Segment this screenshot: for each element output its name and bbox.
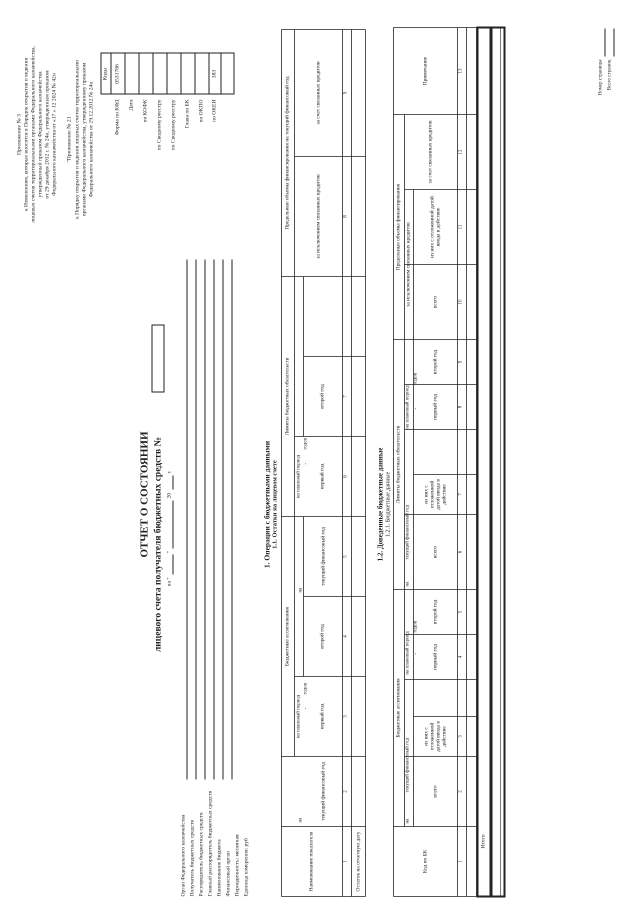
lbo-plan-period: на плановый период — [296, 454, 302, 499]
section11-subtitle: 1.1. Остатки на лицевом счете — [271, 460, 279, 549]
report-subtitle: лицевого счета получателя бюджетных средств № — [153, 436, 164, 653]
appendix21-line: Федерального казначейства от 29.12.2012 № 24н — [88, 81, 95, 198]
date-label: Дата — [128, 99, 135, 111]
t12-lbo-godov: годов — [413, 372, 419, 385]
t12-num-13: 13 — [458, 68, 464, 74]
appendix3-title: Приложение № 3 — [16, 114, 23, 155]
t12-ba-godov: годов — [413, 620, 419, 633]
t12-group-lbo: Лимиты бюджетных обязательств — [395, 425, 402, 504]
t12-lbo-dash: - — [413, 407, 419, 410]
label-glavny: Главный распорядитель бюджетных средств — [207, 790, 214, 897]
label-fk-organ: Орган Федерального казначейства — [180, 814, 187, 897]
t12-lbo-na: на — [405, 581, 411, 587]
col-kbk-header: Код по БК — [422, 849, 429, 874]
okpo-label: по ОКПО — [198, 99, 205, 123]
date-na: на " — [166, 577, 173, 587]
section121-subtitle: 1.2.1. Бюджетные данные — [385, 471, 392, 538]
t12-ba-na: на — [405, 818, 411, 824]
t12-lbo-second-year: второй год — [432, 349, 439, 375]
t12-lbo-plan-period: на плановый период — [405, 385, 411, 429]
total-label: Итого — [480, 834, 487, 849]
label-fin-organ: Финансовый орган — [225, 851, 232, 897]
group-lbo-header: Лимиты бюджетных обязательств — [284, 357, 291, 436]
t12-group-ba: Бюджетные ассигнования — [395, 678, 402, 738]
rotated-document-page — [1, 0, 640, 905]
t12-pof-excl: за исключением связанных кредитов — [405, 222, 412, 307]
lbo-tek-god: текущий финансовый год — [320, 527, 327, 586]
report-title: ОТЧЕТ О СОСТОЯНИИ — [138, 431, 151, 558]
t11-num-6: 6 — [343, 475, 349, 478]
ba-second-year: второй год — [319, 624, 326, 649]
total-row-values[interactable] — [479, 29, 490, 827]
t12-pof-iz-nih: из них с отложенной датой ввода в действие — [429, 196, 442, 258]
t11-num-8: 8 — [343, 215, 349, 218]
label-unit: Единица измерения: руб — [243, 838, 250, 897]
group-ba-header: Бюджетные ассигнования — [284, 606, 291, 667]
t12-lbo-vsego: всего — [432, 545, 439, 559]
t12-num-5: 5 — [458, 610, 464, 614]
form-label: Форма по КФД — [114, 99, 121, 136]
appendix3-line: Федерального казначейства от «17 » 12 2024 № 42н — [51, 73, 58, 196]
t12-ba-vsego: всего — [432, 785, 439, 798]
label-rasporyaditel: Распорядитель бюджетных средств — [198, 812, 205, 897]
t12-num-8: 8 — [458, 405, 464, 409]
t12-ba-second-year: второй год — [432, 599, 439, 625]
t12-pof-by-credits: за счет связанных кредитов — [427, 120, 434, 184]
pof-by-credits: за счет связанных кредитов — [315, 61, 322, 125]
date-g: г. — [166, 470, 173, 474]
ba-godov: годов — [303, 682, 309, 695]
page-number-field[interactable] — [599, 29, 606, 57]
t12-ba-iz-nih: из них с отложенной датой ввода в действие — [423, 721, 448, 752]
t12-num-2: 2 — [458, 790, 464, 793]
t12-num-11: 11 — [458, 224, 464, 230]
t12-data-row[interactable] — [468, 29, 476, 896]
t12-num-9: 9 — [458, 360, 464, 364]
t12-num-7: 7 — [458, 493, 464, 496]
reestr2-label: по Сводному реестру — [170, 99, 177, 151]
t12-lbo-first-year: первый год — [432, 394, 439, 420]
label-poluchatel: Получатель бюджетных средств — [189, 819, 196, 897]
lbo-first-year: первый год — [319, 463, 326, 490]
ba-first-year: первый год — [319, 703, 326, 730]
label-budget-name: Наименование бюджета — [216, 839, 223, 897]
form-code: 0531786 — [114, 64, 121, 84]
pages-total-label: Всего страниц — [607, 59, 613, 91]
section1-title: 1. Операции с бюджетными данными — [262, 440, 272, 569]
t12-num-1: 1 — [458, 860, 464, 863]
t11-num-2: 2 — [343, 790, 349, 793]
t11-num-5: 5 — [343, 555, 349, 558]
kofk-label: по КОФК — [142, 99, 149, 123]
t12-lbo-tek-god: текущий финансовый год — [405, 505, 411, 560]
t11-num-4: 4 — [343, 635, 349, 638]
ba-tek-god: текущий финансовый год — [320, 762, 327, 821]
t12-lbo-iz-nih: из них с отложенной датой ввода в действие — [423, 479, 448, 510]
page-number-label: Номер страницы — [598, 59, 604, 96]
ba-plan-period: на плановый период — [296, 694, 302, 739]
lbo-second-year: второй год — [319, 384, 326, 409]
appendix21-line: органами Федерального казначейства, утвержденному приказом — [81, 62, 88, 217]
appendix21-line: к Порядку открытия и ведения лицевых счетов территориальными — [74, 60, 81, 219]
t12-num-4: 4 — [458, 655, 464, 659]
t12-num-12: 12 — [458, 149, 464, 155]
ba-na: на — [298, 817, 304, 823]
row-ostatok-label: Остаток на отчетную дату — [355, 831, 362, 892]
t12-num-3: 3 — [458, 735, 464, 738]
pof-excl-credits: за исключением связанных кредитов — [315, 174, 322, 259]
reestr1-label: по Сводному реестру — [156, 99, 163, 151]
ba-dash: - — [303, 707, 309, 710]
lbo-godov: годов — [303, 437, 309, 450]
appendix3-line: от 29 декабря 2012 г. № 24н, утвержденным приказом — [44, 70, 51, 199]
t11-num-7: 7 — [343, 395, 349, 398]
okei-code: 383 — [211, 69, 218, 79]
t11-num-9: 9 — [343, 91, 349, 95]
label-periodicity: Периодичность: месячная — [234, 834, 241, 897]
t12-ba-first-year: первый год — [432, 644, 439, 670]
t12-ba-plan-period: на плановый период — [405, 631, 411, 675]
appendix3-line: утвержденный приказом Федерального казначейства — [37, 71, 44, 198]
codes-header: Коды — [102, 67, 109, 81]
t12-ba-tek-god: текущий финансовый год — [405, 738, 411, 793]
group-pof-header: Предельные объемы финансирования на текущий финансовый год — [284, 76, 291, 230]
t12-pof-vsego: всего — [432, 295, 439, 309]
appendix21-title: "Приложение № 21 — [66, 116, 73, 163]
appendix3-line: лицевых счетов территориальными органами Федерального казначейства, — [30, 46, 37, 223]
pages-total-field[interactable] — [608, 29, 615, 57]
t12-ba-extra — [414, 680, 458, 717]
t12-group-pof: Предельные объемы финансирования — [395, 183, 402, 271]
okei-label: по ОКЕИ — [211, 99, 218, 122]
col-name-header: Наименование показателя — [308, 831, 315, 892]
lbo-dash: - — [303, 462, 309, 465]
t11-num-3: 3 — [343, 715, 349, 718]
t12-ba-dash: - — [413, 652, 419, 655]
date-20: 20 — [166, 492, 173, 499]
date-quote: " — [166, 551, 173, 554]
t12-note-header: Примечание — [422, 56, 429, 86]
t12-num-6: 6 — [458, 550, 464, 554]
table-1-2-1-grid — [1, 0, 640, 905]
t11-num-1: 1 — [343, 860, 349, 863]
lbo-na: на — [298, 587, 304, 593]
section12-title: 1.2. Доведенные бюджетные данные — [376, 447, 385, 562]
glava-label: Глава по БК — [184, 99, 191, 129]
t12-num-10: 10 — [458, 299, 464, 305]
appendix3-line: к Изменениям, которые вносятся в Порядок открытия и ведения — [23, 57, 30, 212]
